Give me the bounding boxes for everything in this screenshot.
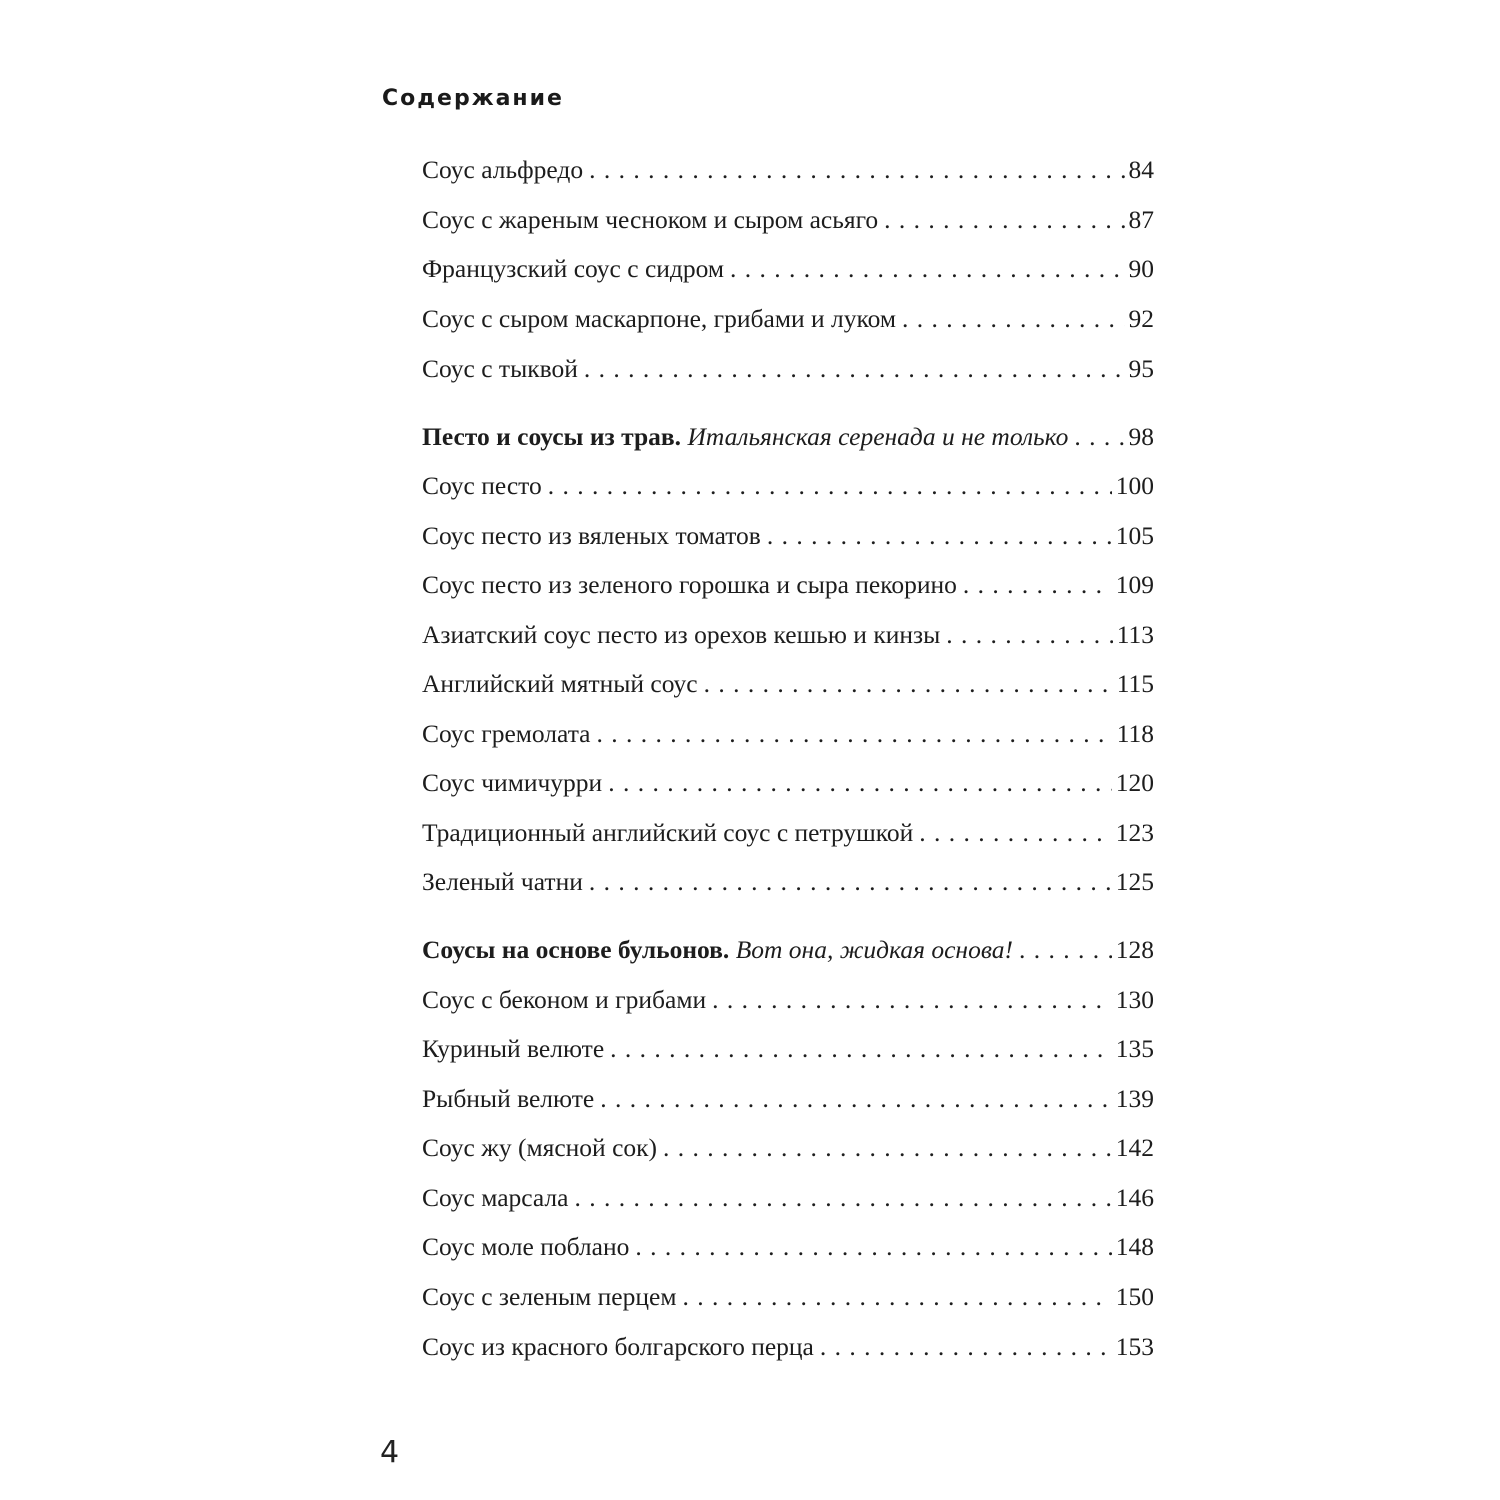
dot-leader bbox=[919, 813, 1112, 853]
dot-leader bbox=[902, 299, 1125, 339]
dot-leader bbox=[635, 1227, 1111, 1267]
dot-leader bbox=[682, 1277, 1111, 1317]
dot-leader bbox=[608, 763, 1112, 803]
toc-entry-title: Соус с тыквой bbox=[422, 354, 578, 383]
dot-leader bbox=[663, 1128, 1112, 1168]
toc-entry bbox=[422, 714, 1154, 754]
dot-leader bbox=[589, 862, 1112, 902]
toc-entry-page: 125 bbox=[1115, 867, 1154, 896]
toc-entry bbox=[422, 664, 1154, 704]
dot-leader bbox=[820, 1327, 1112, 1367]
toc-entry bbox=[422, 466, 1154, 506]
toc-entry bbox=[422, 200, 1154, 240]
dot-leader bbox=[884, 200, 1124, 240]
dot-leader bbox=[600, 1079, 1112, 1119]
toc-entry-page: 135 bbox=[1115, 1034, 1154, 1063]
toc-entry-page: 139 bbox=[1115, 1084, 1154, 1113]
toc-entry-title: Соус из красного болгарского перца bbox=[422, 1332, 814, 1361]
toc-entry-page: 120 bbox=[1115, 768, 1154, 797]
dot-leader bbox=[946, 615, 1112, 655]
dot-leader bbox=[548, 466, 1112, 506]
toc-entry bbox=[422, 1227, 1154, 1267]
toc-entry bbox=[422, 763, 1154, 803]
toc-entry-title: Соус песто из зеленого горошка и сыра пекорино bbox=[422, 570, 957, 599]
toc-entry-title: Соус жу (мясной сок) bbox=[422, 1133, 658, 1162]
toc-entry-title: Соус марсала bbox=[422, 1183, 569, 1212]
toc-entry-title: Соус с сыром маскарпоне, грибами и луком bbox=[422, 304, 896, 333]
toc-entry-title: Соус с беконом и грибами bbox=[422, 985, 707, 1014]
section-title-bold: Песто и соусы из трав. bbox=[422, 422, 682, 451]
toc-entry-page: 92 bbox=[1128, 304, 1154, 333]
toc-entry bbox=[422, 565, 1154, 605]
toc-entry-title: Зеленый чатни bbox=[422, 867, 583, 896]
toc-entry-page: 123 bbox=[1115, 818, 1154, 847]
dot-leader bbox=[704, 664, 1113, 704]
toc-entry-page: 153 bbox=[1115, 1332, 1154, 1361]
dot-leader bbox=[584, 349, 1125, 389]
toc-entry-title: Соус с жареным чесноком и сыром асьяго bbox=[422, 205, 879, 234]
toc-entry-page: 113 bbox=[1116, 620, 1154, 649]
toc-entry-page: 118 bbox=[1116, 719, 1154, 748]
toc-entry-page: 148 bbox=[1115, 1232, 1154, 1261]
toc-entry bbox=[422, 615, 1154, 655]
toc-entry-page: 115 bbox=[1116, 669, 1154, 698]
toc-section-heading bbox=[422, 417, 1154, 457]
toc-entry bbox=[422, 349, 1154, 389]
toc-entry-page: 109 bbox=[1115, 570, 1154, 599]
toc-entry bbox=[422, 1327, 1154, 1367]
dot-leader bbox=[730, 249, 1124, 289]
toc-entry-page: 84 bbox=[1128, 155, 1154, 184]
dot-leader bbox=[596, 714, 1112, 754]
toc-entry-title: Соус гремолата bbox=[422, 719, 591, 748]
toc-entry-page: 87 bbox=[1128, 205, 1154, 234]
toc-entry-page: 142 bbox=[1115, 1133, 1154, 1162]
toc-entry-title: Английский мятный соус bbox=[422, 669, 698, 698]
toc-entry-title: Соус песто bbox=[422, 471, 542, 500]
toc-entry bbox=[422, 299, 1154, 339]
toc-entry-title: Соус альфредо bbox=[422, 155, 584, 184]
toc-entry bbox=[422, 980, 1154, 1020]
dot-leader bbox=[712, 980, 1112, 1020]
toc-entry-page: 90 bbox=[1128, 254, 1154, 283]
toc-entry-page: 128 bbox=[1115, 935, 1154, 964]
toc-entry-page: 130 bbox=[1115, 985, 1154, 1014]
section-title-bold: Соусы на основе бульонов. bbox=[422, 935, 730, 964]
toc-entry-title: Куриный велюте bbox=[422, 1034, 605, 1063]
toc-section-title bbox=[422, 930, 1013, 970]
dot-leader bbox=[1019, 930, 1112, 970]
toc-entry bbox=[422, 1277, 1154, 1317]
page-title: Содержание bbox=[382, 86, 564, 111]
page-number: 4 bbox=[380, 1435, 400, 1470]
toc-entry-title: Традиционный английский соус с петрушкой bbox=[422, 818, 914, 847]
toc-entry bbox=[422, 1029, 1154, 1069]
toc-entry-page: 100 bbox=[1115, 471, 1154, 500]
toc-entry-title: Соус моле поблано bbox=[422, 1232, 630, 1261]
dot-leader bbox=[1074, 417, 1124, 457]
toc-entry-page: 98 bbox=[1128, 422, 1154, 451]
dot-leader bbox=[610, 1029, 1112, 1069]
dot-leader bbox=[574, 1178, 1111, 1218]
section-title-italic: Итальянская серенада и не только bbox=[687, 422, 1069, 451]
toc-entry bbox=[422, 862, 1154, 902]
toc-entry-title: Азиатский соус песто из орехов кешью и кинзы bbox=[422, 620, 941, 649]
toc-entry bbox=[422, 1128, 1154, 1168]
toc-entry bbox=[422, 150, 1154, 190]
toc-entry-page: 95 bbox=[1128, 354, 1154, 383]
toc-entry-page: 146 bbox=[1115, 1183, 1154, 1212]
dot-leader bbox=[589, 150, 1124, 190]
toc-entry bbox=[422, 249, 1154, 289]
toc-entry bbox=[422, 1079, 1154, 1119]
toc-section-title bbox=[422, 417, 1068, 457]
toc-entry bbox=[422, 1178, 1154, 1218]
toc-entry-title: Соус чимичурри bbox=[422, 768, 603, 797]
toc-entry-title: Французский соус с сидром bbox=[422, 254, 725, 283]
dot-leader bbox=[963, 565, 1112, 605]
section-title-italic: Вот она, жидкая основа! bbox=[735, 935, 1013, 964]
toc-entry-page: 105 bbox=[1115, 521, 1154, 550]
toc-section-heading bbox=[422, 930, 1154, 970]
toc-entry bbox=[422, 813, 1154, 853]
toc-entry-title: Рыбный велюте bbox=[422, 1084, 595, 1113]
toc-entry-title: Соус песто из вяленых томатов bbox=[422, 521, 761, 550]
toc-entry-page: 150 bbox=[1115, 1282, 1154, 1311]
dot-leader bbox=[767, 516, 1112, 556]
toc-entry bbox=[422, 516, 1154, 556]
toc-entry-title: Соус с зеленым перцем bbox=[422, 1282, 677, 1311]
